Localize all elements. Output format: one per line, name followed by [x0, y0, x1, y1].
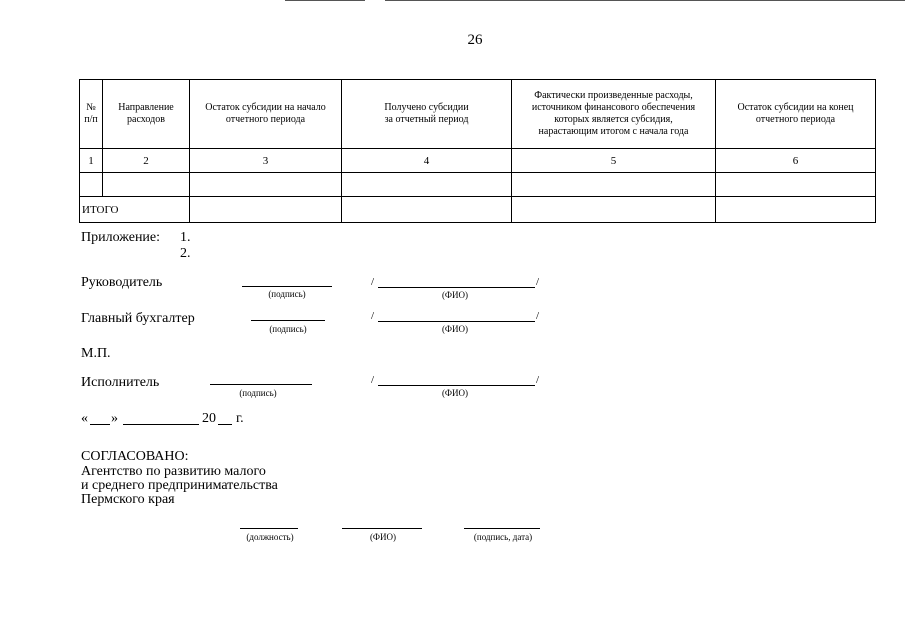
date-year-field[interactable] — [218, 424, 232, 425]
position-line[interactable] — [240, 528, 298, 529]
signature-caption: (подпись) — [239, 388, 277, 398]
column-number: 4 — [342, 149, 512, 173]
approval-line: и среднего предпринимательства — [81, 478, 278, 493]
name-slash-open: / — [371, 374, 375, 386]
total-cell[interactable] — [716, 197, 876, 223]
header-cell-received — [342, 80, 512, 149]
scan-edge-line — [285, 0, 365, 1]
column-number: 5 — [512, 149, 716, 173]
name-line[interactable] — [378, 385, 535, 386]
date-day-field[interactable] — [90, 424, 110, 425]
signature-caption: (подпись) — [269, 324, 307, 334]
scan-edge-line — [385, 0, 905, 1]
table-header-row — [80, 80, 876, 149]
header-cell-actual-expenses — [512, 80, 716, 149]
name-caption: (ФИО) — [441, 324, 469, 334]
header-text: Направление расходов — [118, 102, 174, 125]
column-number: 1 — [80, 149, 103, 173]
name-slash-close: / — [536, 374, 540, 386]
name-line[interactable] — [378, 287, 535, 288]
header-cell-direction — [103, 80, 190, 149]
header-text: Получено субсидии за отчетный период — [384, 102, 469, 125]
table-cell[interactable] — [103, 173, 190, 197]
header-text: Фактически произведенные расходы, источником финансового обеспечения которых является субсидия, нарастающим итогом с начала года — [531, 90, 696, 137]
header-text: Остаток субсидии на конец отчетного периода — [737, 102, 854, 125]
total-cell[interactable] — [342, 197, 512, 223]
header-text: Остаток субсидии на начало отчетного периода — [205, 102, 326, 125]
column-number: 2 — [103, 149, 190, 173]
signature-line[interactable] — [242, 286, 332, 287]
name-line[interactable] — [378, 321, 535, 322]
table-row — [80, 173, 876, 197]
executor-label: Исполнитель — [81, 375, 160, 390]
date-year-prefix: 20 — [202, 411, 216, 426]
total-label: ИТОГО — [80, 197, 190, 223]
total-row — [80, 197, 876, 223]
signature-line[interactable] — [210, 384, 312, 385]
date-year-suffix: г. — [236, 411, 244, 426]
position-caption: (должность) — [246, 532, 294, 542]
report-table — [79, 79, 876, 223]
signature-line[interactable] — [251, 320, 325, 321]
header-cell-balance-start — [190, 80, 342, 149]
approval-line: Агентство по развитию малого — [81, 464, 266, 479]
column-number: 6 — [716, 149, 876, 173]
signature-caption: (подпись) — [268, 289, 306, 299]
director-label: Руководитель — [81, 275, 163, 290]
total-cell[interactable] — [190, 197, 342, 223]
name-slash-open: / — [371, 276, 375, 288]
header-cell-number — [80, 80, 103, 149]
stamp-label: М.П. — [81, 346, 111, 361]
page-number: 26 — [467, 32, 483, 48]
table-cell[interactable] — [80, 173, 103, 197]
header-cell-balance-end — [716, 80, 876, 149]
total-cell[interactable] — [512, 197, 716, 223]
date-month-field[interactable] — [123, 424, 199, 425]
header-text: № п/п — [84, 102, 98, 125]
table-cell[interactable] — [190, 173, 342, 197]
appendix-item: 2. — [180, 246, 191, 261]
date-open-quote: « — [81, 411, 88, 426]
name-slash-close: / — [536, 310, 540, 322]
name-caption: (ФИО) — [441, 290, 469, 300]
appendix-label: Приложение: — [81, 230, 161, 245]
chief-accountant-label: Главный бухгалтер — [81, 311, 195, 326]
approval-name-line[interactable] — [342, 528, 422, 529]
date-close-quote: » — [111, 411, 118, 426]
approval-title: СОГЛАСОВАНО: — [81, 449, 189, 464]
approval-name-caption: (ФИО) — [369, 532, 397, 542]
approval-line: Пермского края — [81, 492, 175, 507]
signature-date-line[interactable] — [464, 528, 540, 529]
column-number: 3 — [190, 149, 342, 173]
table-cell[interactable] — [342, 173, 512, 197]
table-cell[interactable] — [716, 173, 876, 197]
column-number-row — [80, 149, 876, 173]
signature-date-caption: (подпись, дата) — [473, 532, 533, 542]
name-slash-close: / — [536, 276, 540, 288]
table-cell[interactable] — [512, 173, 716, 197]
name-slash-open: / — [371, 310, 375, 322]
name-caption: (ФИО) — [441, 388, 469, 398]
appendix-item: 1. — [180, 230, 191, 245]
